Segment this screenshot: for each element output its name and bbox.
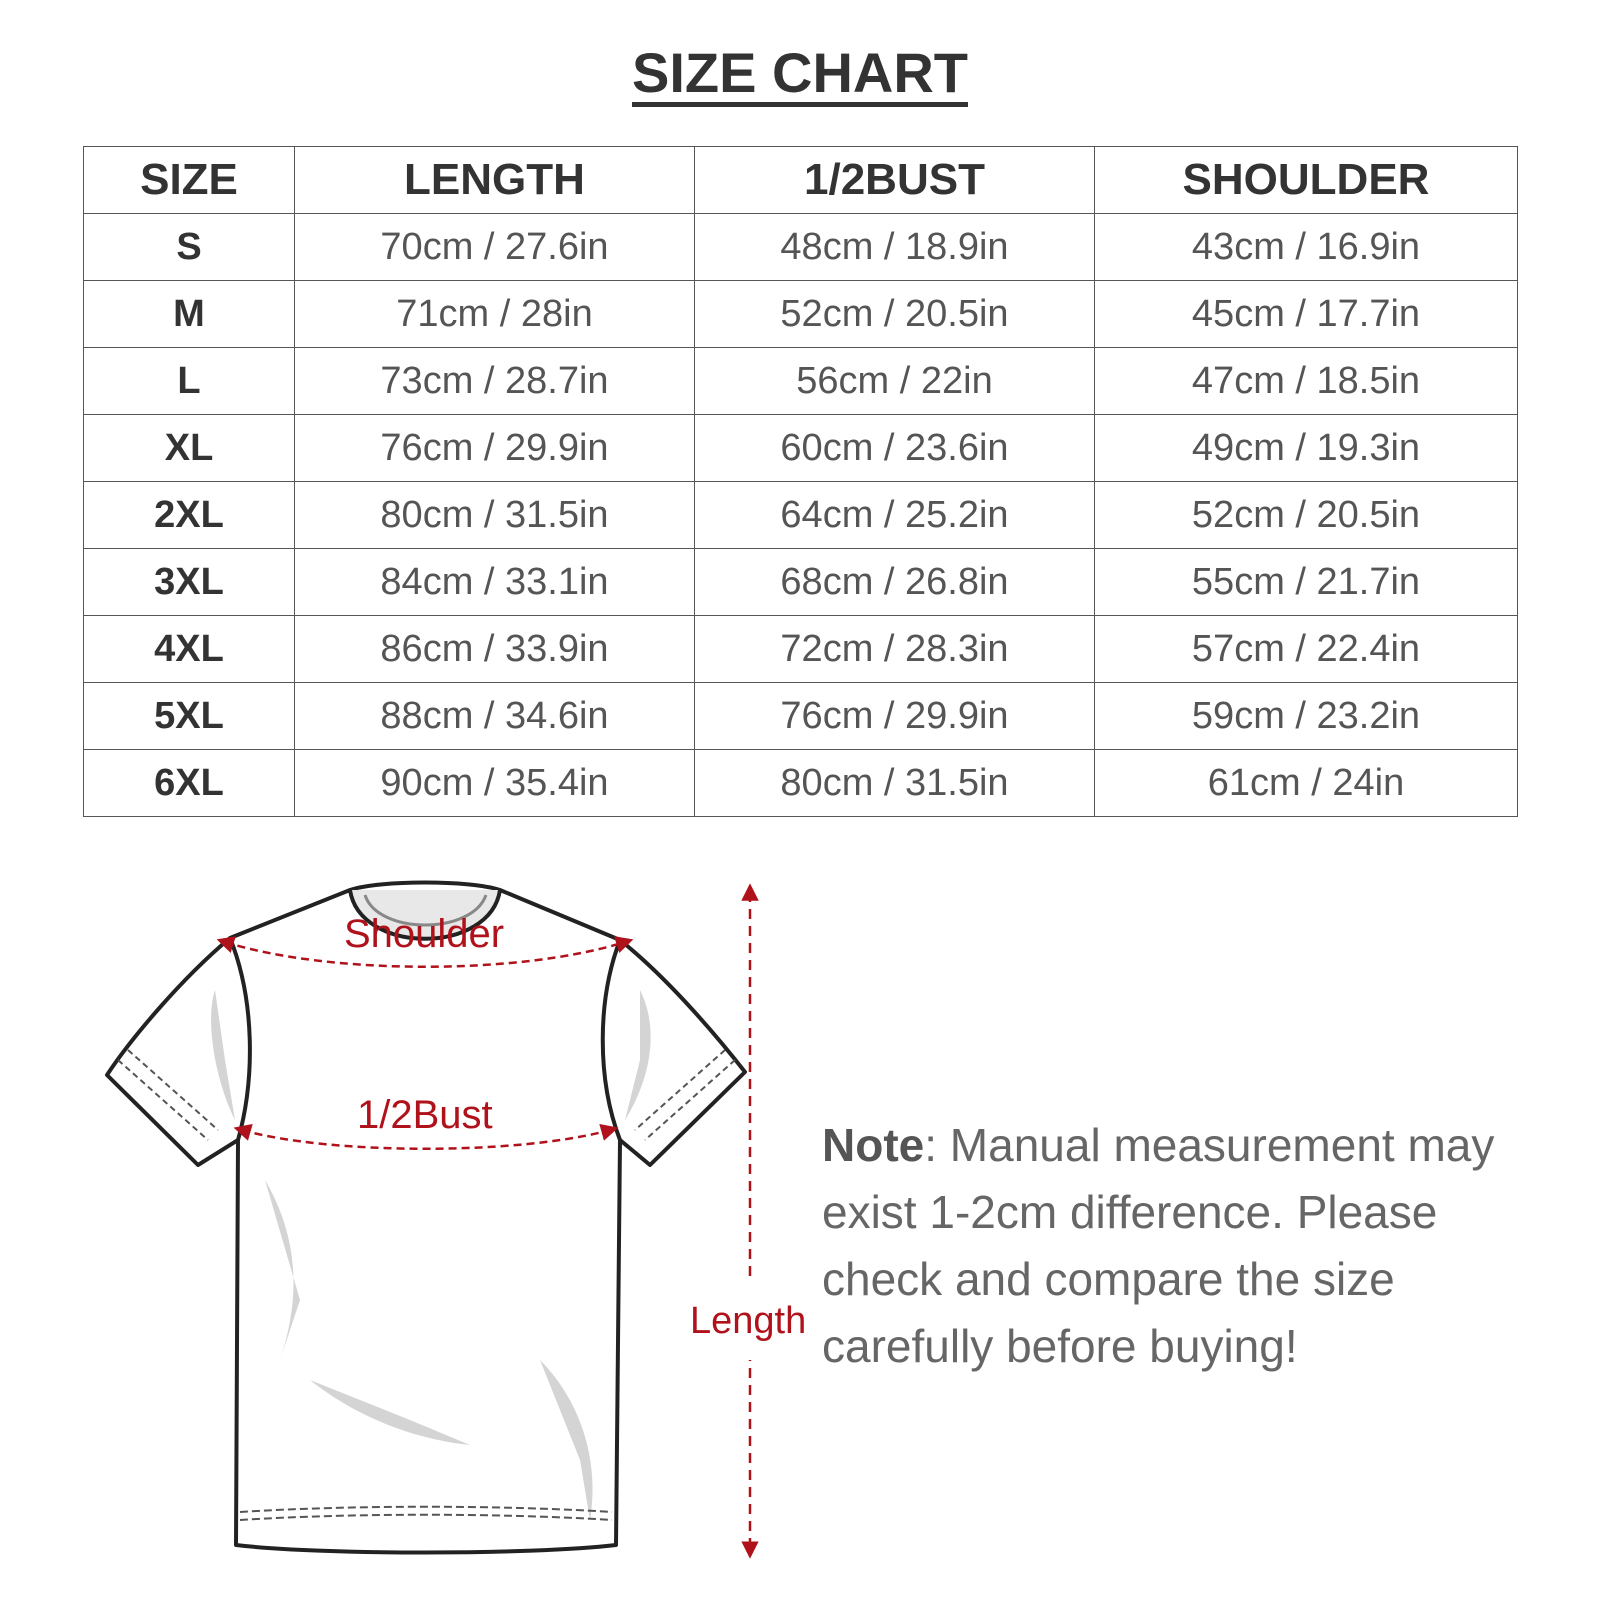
length-cell: 71cm / 28in [295,281,695,348]
length-cell: 88cm / 34.6in [295,683,695,750]
header-shoulder: SHOULDER [1095,147,1518,214]
bust-cell: 64cm / 25.2in [695,482,1095,549]
length-cell: 86cm / 33.9in [295,616,695,683]
shoulder-cell: 52cm / 20.5in [1095,482,1518,549]
bust-cell: 72cm / 28.3in [695,616,1095,683]
bust-cell: 80cm / 31.5in [695,750,1095,817]
shoulder-cell: 59cm / 23.2in [1095,683,1518,750]
note-body: : Manual measurement may exist 1-2cm difference. Please check and compare the size carefully before buying! [822,1119,1495,1372]
size-cell: 3XL [84,549,295,616]
shoulder-cell: 43cm / 16.9in [1095,214,1518,281]
length-cell: 73cm / 28.7in [295,348,695,415]
bust-cell: 52cm / 20.5in [695,281,1095,348]
size-cell: L [84,348,295,415]
length-cell: 84cm / 33.1in [295,549,695,616]
header-bust: 1/2BUST [695,147,1095,214]
shoulder-cell: 49cm / 19.3in [1095,415,1518,482]
size-cell: M [84,281,295,348]
bust-cell: 68cm / 26.8in [695,549,1095,616]
length-label: Length [690,1300,807,1342]
size-cell: XL [84,415,295,482]
length-cell: 70cm / 27.6in [295,214,695,281]
bust-cell: 76cm / 29.9in [695,683,1095,750]
note-text [822,1112,1562,1380]
shoulder-cell: 47cm / 18.5in [1095,348,1518,415]
shoulder-cell: 45cm / 17.7in [1095,281,1518,348]
size-cell: 2XL [84,482,295,549]
bust-label: 1/2Bust [357,1093,493,1137]
header-size: SIZE [84,147,295,214]
tshirt-outline [107,883,745,1553]
shoulder-cell: 61cm / 24in [1095,750,1518,817]
size-cell: 4XL [84,616,295,683]
shoulder-cell: 55cm / 21.7in [1095,549,1518,616]
bust-cell: 60cm / 23.6in [695,415,1095,482]
length-cell: 80cm / 31.5in [295,482,695,549]
note-label: Note [822,1119,925,1171]
header-length: LENGTH [295,147,695,214]
shoulder-label: Shoulder [344,912,505,956]
bust-cell: 56cm / 22in [695,348,1095,415]
size-cell: 5XL [84,683,295,750]
length-cell: 90cm / 35.4in [295,750,695,817]
bust-cell: 48cm / 18.9in [695,214,1095,281]
shoulder-cell: 57cm / 22.4in [1095,616,1518,683]
size-cell: S [84,214,295,281]
page-title: SIZE CHART [632,41,968,104]
length-cell: 76cm / 29.9in [295,415,695,482]
size-cell: 6XL [84,750,295,817]
